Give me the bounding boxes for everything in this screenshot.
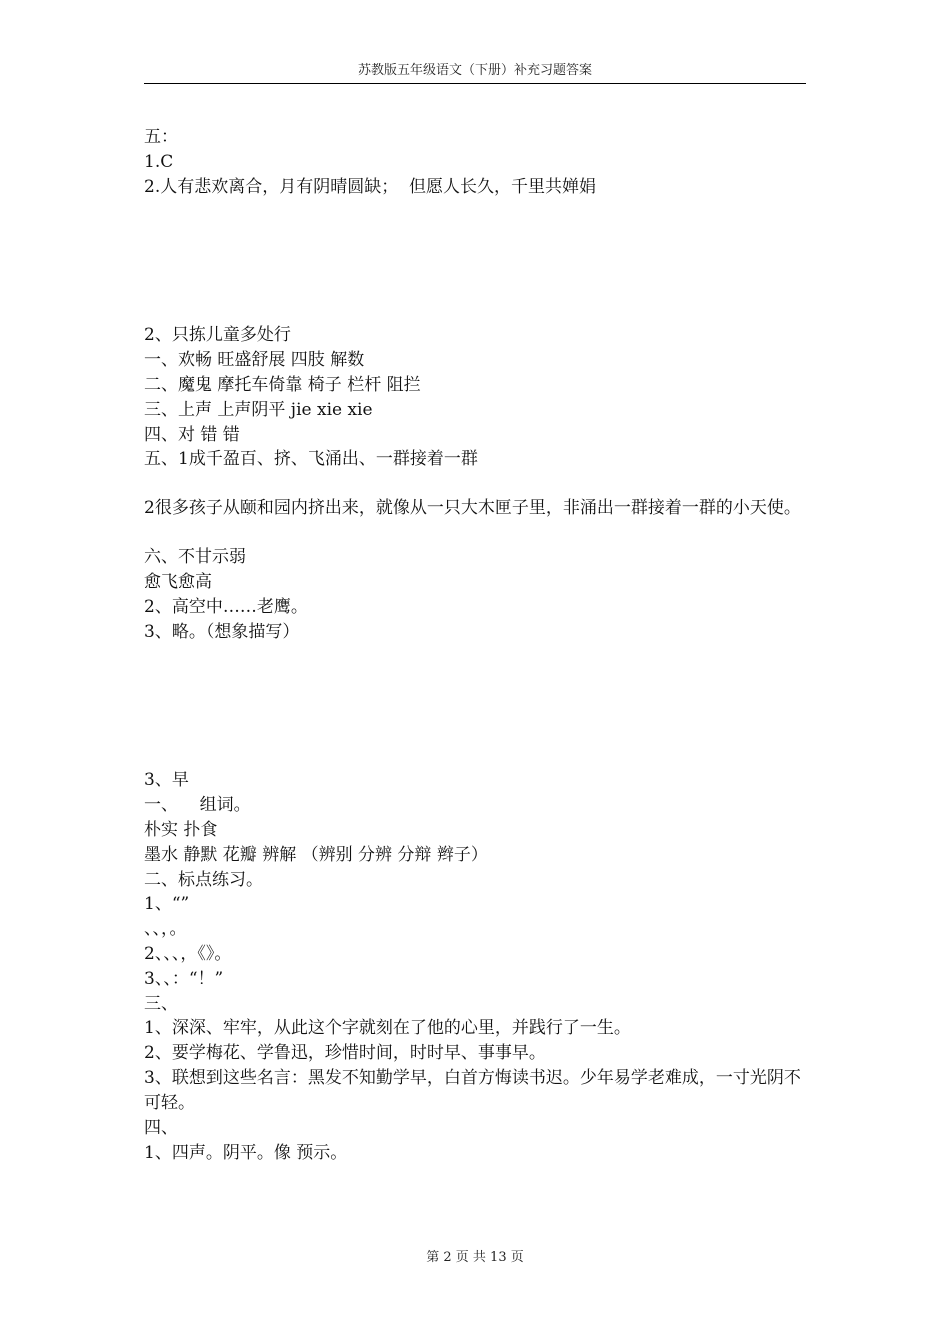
text-line: 1、深深、牢牢，从此这个字就刻在了他的心里，并践行了一生。 [144, 1018, 631, 1039]
text-paragraph: 2很多孩子从颐和园内挤出来，就像从一只大木匣子里，非涌出一群接着一群的小天使。 [144, 498, 801, 519]
text-line: 二、标点练习。 [144, 869, 263, 890]
text-line: 2、只拣儿童多处行 [144, 325, 291, 346]
text-line: 六、不甘示弱 [144, 547, 246, 568]
text-line: 一、 组词。 [144, 795, 251, 816]
text-line: 3、、：“！” [144, 968, 224, 989]
text-line: 1、四声。阴平。像 预示。 [144, 1142, 348, 1163]
text-line: 朴实 扑食 [144, 819, 218, 840]
text-line: 三、上声 上声阴平 jie xie xie [144, 399, 373, 420]
text-line: 1.C [144, 151, 174, 172]
text-line: 一、欢畅 旺盛舒展 四肢 解数 [144, 350, 365, 371]
text-line: 2.人有悲欢离合，月有阴晴圆缺； 但愿人长久，千里共婵娟 [144, 176, 597, 197]
text-paragraph: 3、联想到这些名言：黑发不知勤学早，白首方悔读书迟。少年易学老难成，一寸光阴不可轻。 [144, 1067, 801, 1113]
text-line: 四、对 错 错 [144, 424, 240, 445]
text-line: 四、 [144, 1117, 178, 1138]
text-line: 2、、、，《》。 [144, 943, 232, 964]
text-line: 3、早 [144, 770, 189, 791]
text-line: 二、魔鬼 摩托车倚靠 椅子 栏杆 阻拦 [144, 374, 421, 395]
page-header-title: 苏教版五年级语文（下册）补充习题答案 [357, 63, 592, 78]
header-rule [144, 83, 806, 84]
text-line: 1、“” [144, 894, 190, 915]
text-line: 三、 [144, 993, 178, 1014]
text-line: 五、1成千盈百、挤、飞涌出、一群接着一群 [144, 449, 478, 470]
text-line: 五： [144, 127, 178, 147]
text-line: 2、高空中……老鹰。 [144, 596, 308, 617]
document-body [144, 125, 808, 1166]
text-line: 3、略。（想象描写） [144, 621, 300, 642]
text-line: 墨水 静默 花瓣 辨解 （辨别 分辨 分辩 辫子） [144, 844, 488, 865]
text-line: 愈飞愈高 [144, 571, 212, 592]
text-line: 、、，。 [144, 919, 187, 940]
text-line: 2、要学梅花、学鲁迅，珍惜时间，时时早、事事早。 [144, 1043, 546, 1064]
page-footer: 第 2 页 共 13 页 [426, 1250, 524, 1265]
